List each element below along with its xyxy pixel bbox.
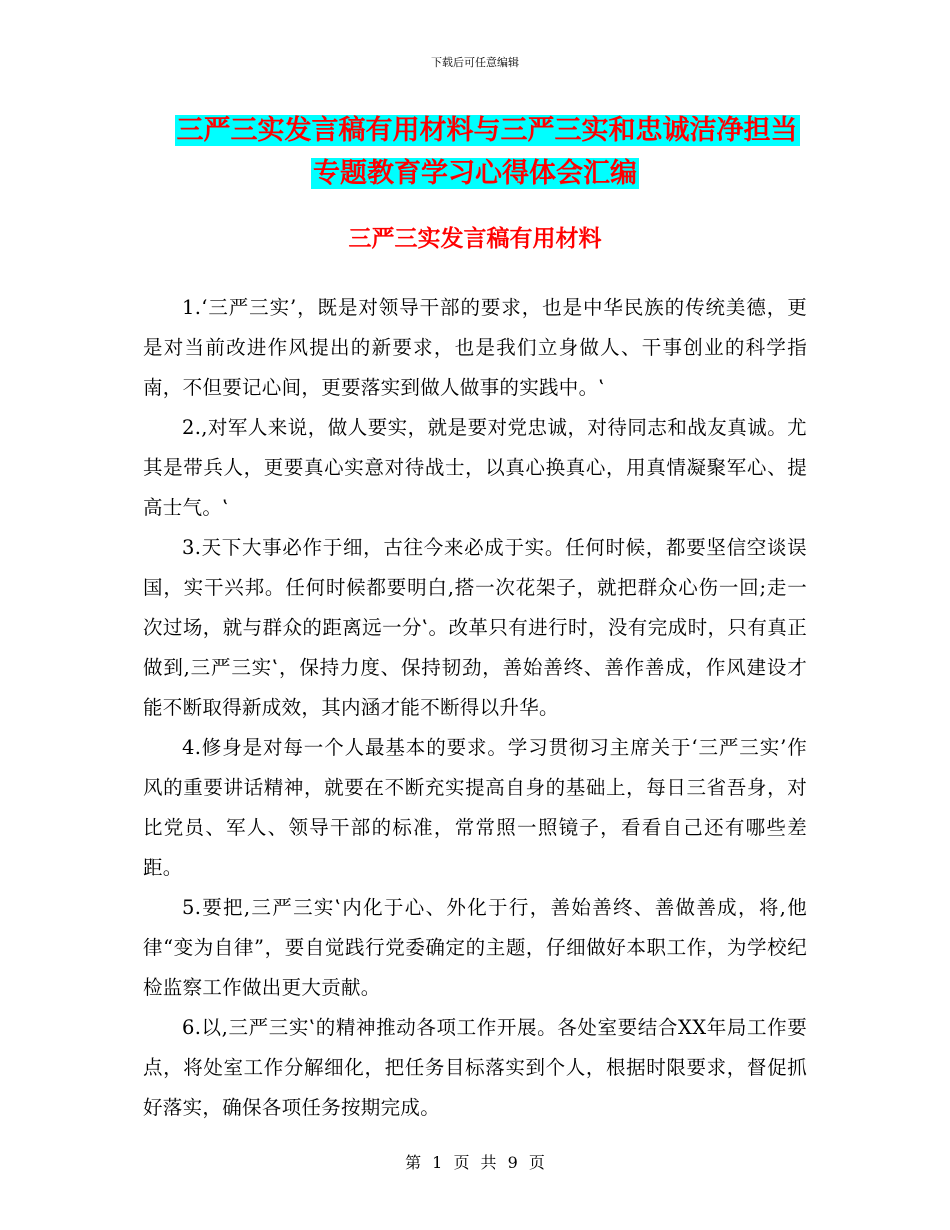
paragraph-6: 6.以,三严三实‛的精神推动各项工作开展。各处室要结合XX年局工作要点，将处室工作分解细化，把任务目标落实到个人，根据时限要求，督促抓好落实，确保各项任务按期完成。 bbox=[143, 1016, 807, 1119]
header-note: 下载后可任意编辑 bbox=[431, 56, 519, 69]
paragraph-3: 3.天下大事必作于细，古往今来必成于实。任何时候，都要坚信空谈误国，实干兴邦。任何时候都要明白,搭一次花架子，就把群众心伤一回;走一次过场，就与群众的距离远一分‛。改革只有进行时，没有完成时，只有真正做到,三严三实‛，保持力度、保持韧劲，善始善终、善作善成，作风建设才能不断取得新成效，其内涵才能不断得以升华。 bbox=[143, 536, 807, 719]
document-title-text-1: 三严三实发言稿有用材料与三严三实和忠诚洁净担当 bbox=[176, 115, 798, 146]
paragraph-4: 4.修身是对每一个人最基本的要求。学习贯彻习主席关于‘三严三实’作风的重要讲话精神，就要在不断充实提高自身的基础上，每日三省吾身，对比党员、军人、领导干部的标准，常常照一照镜子，看看自己还有哪些差距。 bbox=[143, 736, 807, 879]
page-footer: 第 1 页 共 9 页 bbox=[405, 1153, 545, 1172]
document-title-line-2 bbox=[0, 155, 950, 193]
document-title-text-2: 专题教育学习心得体会汇编 bbox=[313, 158, 637, 189]
paragraph-5: 5.要把,三严三实‛内化于心、外化于行，善始善终、善做善成，将,他律“变为自律”，要自觉践行党委确定的主题，仔细做好本职工作，为学校纪检监察工作做出更大贡献。 bbox=[143, 896, 807, 999]
paragraph-2: 2.,对军人来说，做人要实，就是要对党忠诚，对待同志和战友真诚。尤其是带兵人，更要真心实意对待战士，以真心换真心，用真情凝聚军心、提高士气。‛ bbox=[143, 416, 807, 519]
body-text bbox=[143, 288, 807, 1128]
section-heading: 三严三实发言稿有用材料 bbox=[348, 226, 602, 252]
document-title-line-1 bbox=[12, 112, 950, 150]
paragraph-1: 1.‘三严三实’，既是对领导干部的要求，也是中华民族的传统美德，更是对当前改进作风提出的新要求，也是我们立身做人、干事创业的科学指南，不但要记心间，更要落实到做人做事的实践中。‛ bbox=[143, 296, 807, 399]
